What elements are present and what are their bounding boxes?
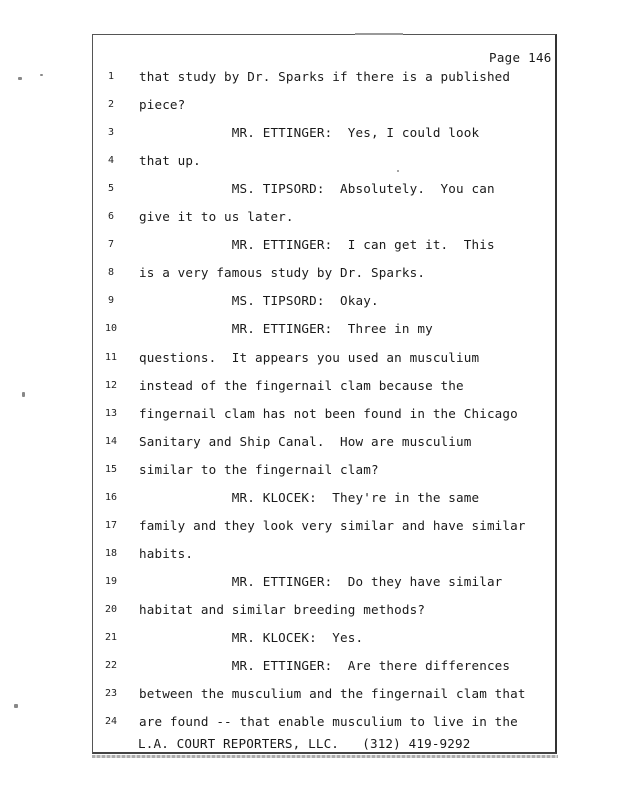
- court-reporter-footer: L.A. COURT REPORTERS, LLC. (312) 419-9292: [138, 736, 471, 751]
- transcript-line: MR. ETTINGER: Do they have similar: [139, 573, 503, 589]
- scan-edge: [92, 755, 558, 758]
- line-number: 19: [104, 575, 118, 587]
- transcript-line: between the musculium and the fingernail clam that: [139, 686, 526, 702]
- line-number: 18: [104, 547, 118, 559]
- transcript-line: MS. TIPSORD: Absolutely. You can: [139, 181, 495, 197]
- line-number: 7: [107, 239, 115, 251]
- transcript-line: MR. ETTINGER: Yes, I could look: [139, 125, 480, 141]
- line-number: 4: [107, 155, 115, 167]
- line-number: 23: [104, 688, 118, 700]
- scan-speck: [14, 704, 18, 708]
- line-number: 14: [104, 435, 118, 447]
- transcript-line: similar to the fingernail clam?: [139, 461, 379, 477]
- line-number: 10: [104, 323, 118, 335]
- transcript-line: instead of the fingernail clam because the: [139, 377, 464, 393]
- transcript-line: MR. KLOCEK: They're in the same: [139, 489, 480, 505]
- line-number: 20: [104, 603, 118, 615]
- line-number: 11: [104, 351, 118, 363]
- transcript-page-border: [92, 34, 557, 754]
- line-number: 2: [107, 99, 115, 111]
- transcript-line: MS. TIPSORD: Okay.: [139, 293, 379, 309]
- transcript-line: that up.: [139, 153, 201, 169]
- transcript-line: MR. KLOCEK: Yes.: [139, 630, 364, 645]
- scan-speck: [18, 77, 22, 80]
- transcript-line: that study by Dr. Sparks if there is a published: [139, 69, 511, 84]
- line-number: 24: [104, 716, 118, 728]
- line-number: 5: [107, 183, 115, 195]
- line-number: 3: [107, 127, 115, 139]
- transcript-line: MR. ETTINGER: Are there differences: [139, 658, 511, 674]
- line-number: 16: [104, 491, 118, 503]
- transcript-line: Sanitary and Ship Canal. How are musculium: [139, 433, 472, 449]
- scan-mark: [355, 33, 403, 35]
- page-number: Page 146: [489, 50, 552, 65]
- transcript-line: are found -- that enable musculium to live in the: [139, 714, 518, 730]
- transcript-line: questions. It appears you used an musculium: [139, 349, 480, 365]
- line-number: 9: [107, 295, 115, 307]
- transcript-line: fingernail clam has not been found in the Chicago: [139, 405, 518, 421]
- line-number: 1: [107, 71, 115, 82]
- transcript-line: MR. ETTINGER: I can get it. This: [139, 237, 495, 253]
- scan-speck: [40, 74, 43, 76]
- scan-speck: [397, 170, 399, 172]
- transcript-line: habitat and similar breeding methods?: [139, 601, 426, 617]
- line-number: 6: [107, 211, 115, 223]
- transcript-line: habits.: [139, 545, 194, 561]
- line-number: 22: [104, 660, 118, 672]
- line-number: 21: [104, 632, 118, 643]
- transcript-line: give it to us later.: [139, 209, 294, 225]
- line-number: 13: [104, 407, 118, 419]
- transcript-line: is a very famous study by Dr. Sparks.: [139, 265, 426, 281]
- line-number: 8: [107, 267, 115, 279]
- line-number: 12: [104, 379, 118, 391]
- line-number: 15: [104, 463, 118, 475]
- line-number: 17: [104, 519, 118, 531]
- transcript-line: family and they look very similar and have similar: [139, 517, 526, 533]
- transcript-line: MR. ETTINGER: Three in my: [139, 321, 433, 337]
- transcript-line: piece?: [139, 97, 186, 113]
- scan-speck: [22, 392, 25, 397]
